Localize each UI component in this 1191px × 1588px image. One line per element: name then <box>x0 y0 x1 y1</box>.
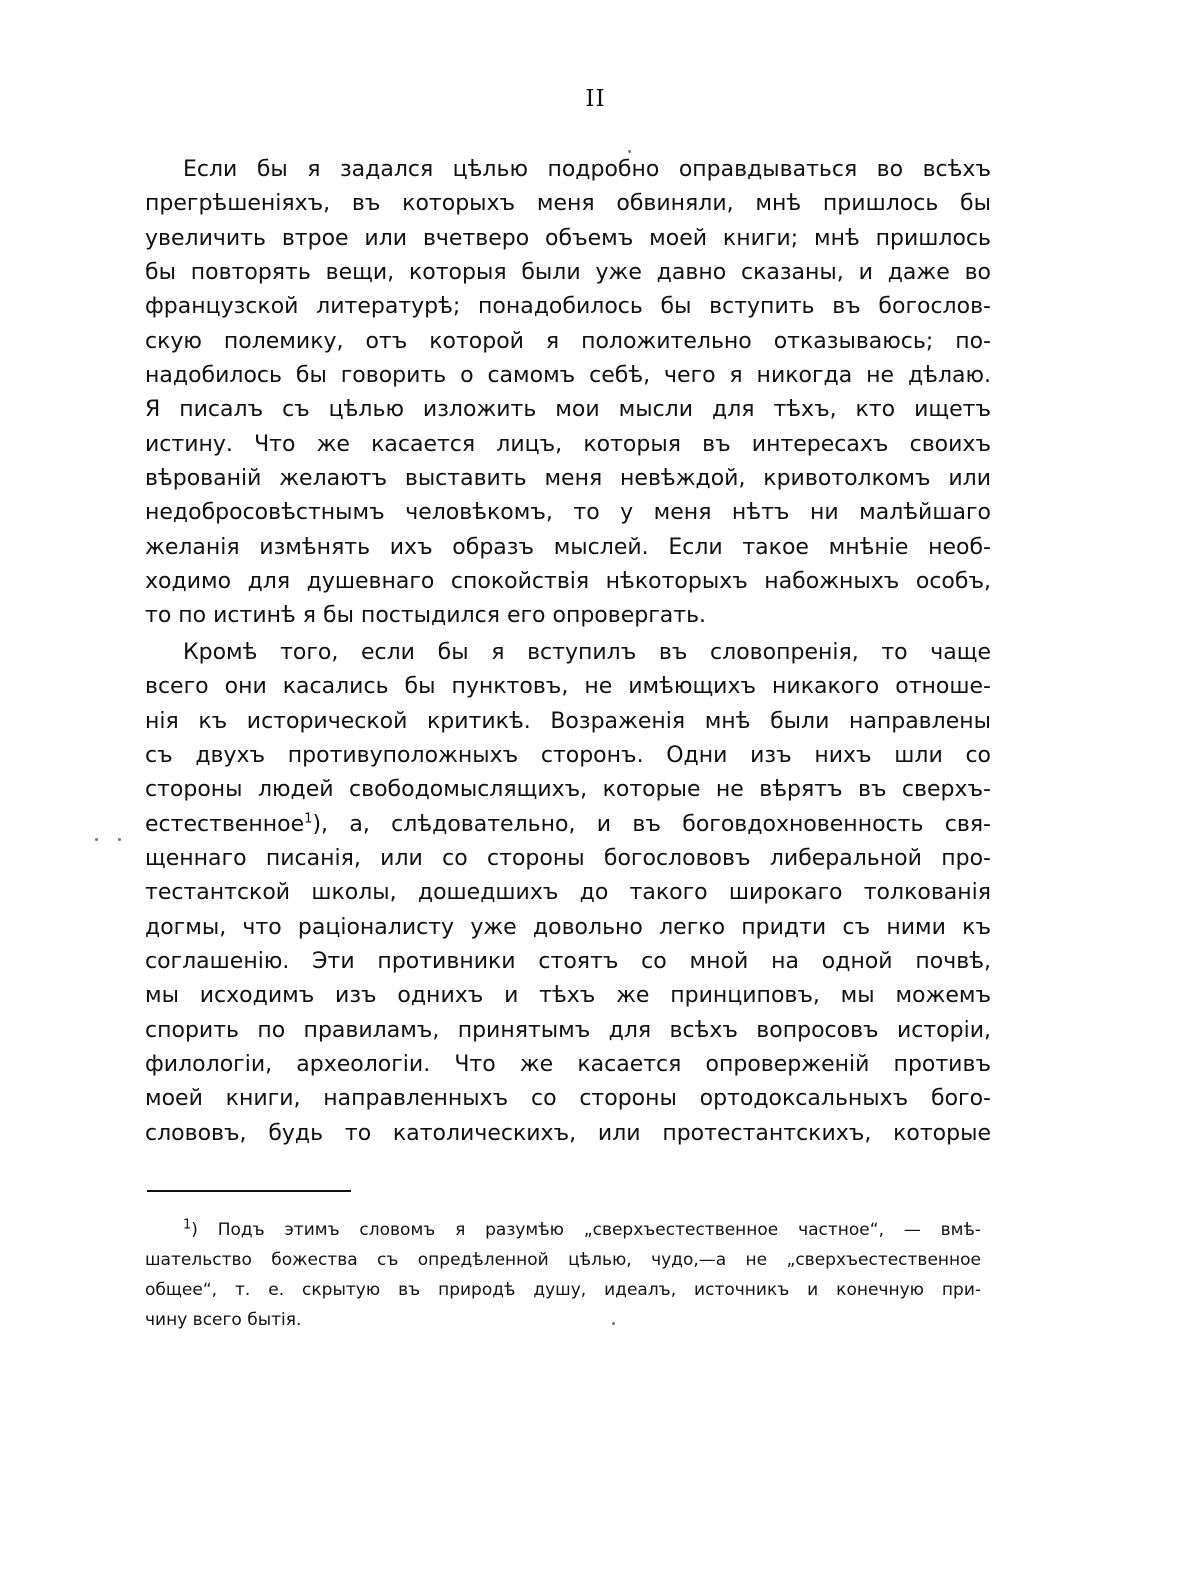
footnote-line: чину всего бытія. <box>145 1310 302 1330</box>
text-line: филологіи, археологіи. Что же касается опроверженій противъ <box>145 1051 991 1077</box>
text-line-with-footnote-ref <box>145 808 991 842</box>
text-line: щеннаго писанія, или со стороны богослововъ либеральной про- <box>145 845 991 871</box>
page-number: II <box>585 86 606 112</box>
footnote <box>145 1215 981 1335</box>
text-line: соглашенію. Эти противники стоятъ со мной на одной почвѣ, <box>145 948 991 974</box>
text-line: недобросовѣстнымъ человѣкомъ, то у меня нѣтъ ни малѣйшаго <box>145 500 991 526</box>
footnote-divider <box>147 1190 351 1192</box>
footnote-line <box>145 1215 981 1245</box>
text-line: Если бы я задался цѣлью подробно оправдываться во всѣхъ <box>183 157 991 182</box>
text-line: прегрѣшеніяхъ, въ которыхъ меня обвиняли, мнѣ пришлось бы <box>145 191 991 217</box>
text-fragment: естественное <box>145 811 305 837</box>
text-line: французской литературѣ; понадобилось бы вступить въ богослов- <box>145 294 991 320</box>
text-line: надобилось бы говорить о самомъ себѣ, чего я никогда не дѣлаю. <box>145 363 991 389</box>
text-line: всего они касались бы пунктовъ, не имѣющихъ никакого отноше- <box>145 674 991 700</box>
footnote-reference[interactable]: 1 <box>304 811 313 827</box>
scan-speck <box>612 1322 615 1325</box>
footnote-line: общее“, т. е. скрытую въ природѣ душу, идеалъ, источникъ и конечную при- <box>145 1280 981 1300</box>
text-line: вѣрованій желаютъ выставить меня невѣждой, кривотолкомъ или <box>145 466 991 492</box>
text-line: спорить по правиламъ, принятымъ для всѣхъ вопросовъ исторіи, <box>145 1017 991 1043</box>
text-line: Кромѣ того, если бы я вступилъ въ словопренія, то чаще <box>183 639 991 665</box>
footnote-text: ) Подъ этимъ словомъ я разумѣю „сверхъестественное частное“, — вмѣ- <box>191 1220 981 1240</box>
text-line: нія къ исторической критикѣ. Возраженія мнѣ были направлены <box>145 708 991 734</box>
text-line: ходимо для душевнаго спокойствія нѣкоторыхъ набожныхъ особъ, <box>145 569 991 595</box>
text-fragment: ), а, слѣдовательно, и въ боговдохновенность свя- <box>312 811 991 837</box>
text-line: бы повторять вещи, которыя были уже давно сказаны, и даже во <box>145 260 991 286</box>
scan-speck <box>628 150 631 153</box>
text-line: догмы, что раціоналисту уже довольно легко придти съ ними къ <box>145 914 991 940</box>
text-line: тестантской школы, дошедшихъ до такого широкаго толкованія <box>145 880 991 906</box>
text-line: увеличить втрое или вчетверо объемъ моей книги; мнѣ пришлось <box>145 225 991 251</box>
scan-speck <box>118 838 121 841</box>
text-line: моей книги, направленныхъ со стороны ортодоксальныхъ бого- <box>145 1086 991 1112</box>
scan-speck <box>95 838 98 841</box>
text-line: стороны людей свободомыслящихъ, которые не вѣрятъ въ сверхъ- <box>145 777 991 803</box>
text-line: желанія измѣнять ихъ образъ мыслей. Если такое мнѣніе необ- <box>145 534 991 560</box>
text-line: скую полемику, отъ которой я положительно отказываюсь; по- <box>145 328 991 354</box>
text-line: истину. Что же касается лицъ, которыя въ интересахъ своихъ <box>145 431 991 457</box>
footnote-marker: 1 <box>183 1217 192 1233</box>
text-line: съ двухъ противуположныхъ сторонъ. Одни изъ нихъ шли со <box>145 742 991 768</box>
footnote-line: шательство божества съ опредѣленной цѣлью, чудо,—а не „сверхъестественное <box>145 1250 981 1270</box>
text-line: Я писалъ съ цѣлью изложить мои мысли для тѣхъ, кто ищетъ <box>145 397 991 423</box>
main-text <box>145 153 991 1151</box>
text-line: то по истинѣ я бы постыдился его опровергать. <box>145 603 707 629</box>
text-line: слововъ, будь то католическихъ, или протестантскихъ, которые <box>145 1120 991 1146</box>
text-line: мы исходимъ изъ однихъ и тѣхъ же принциповъ, мы можемъ <box>145 983 991 1009</box>
